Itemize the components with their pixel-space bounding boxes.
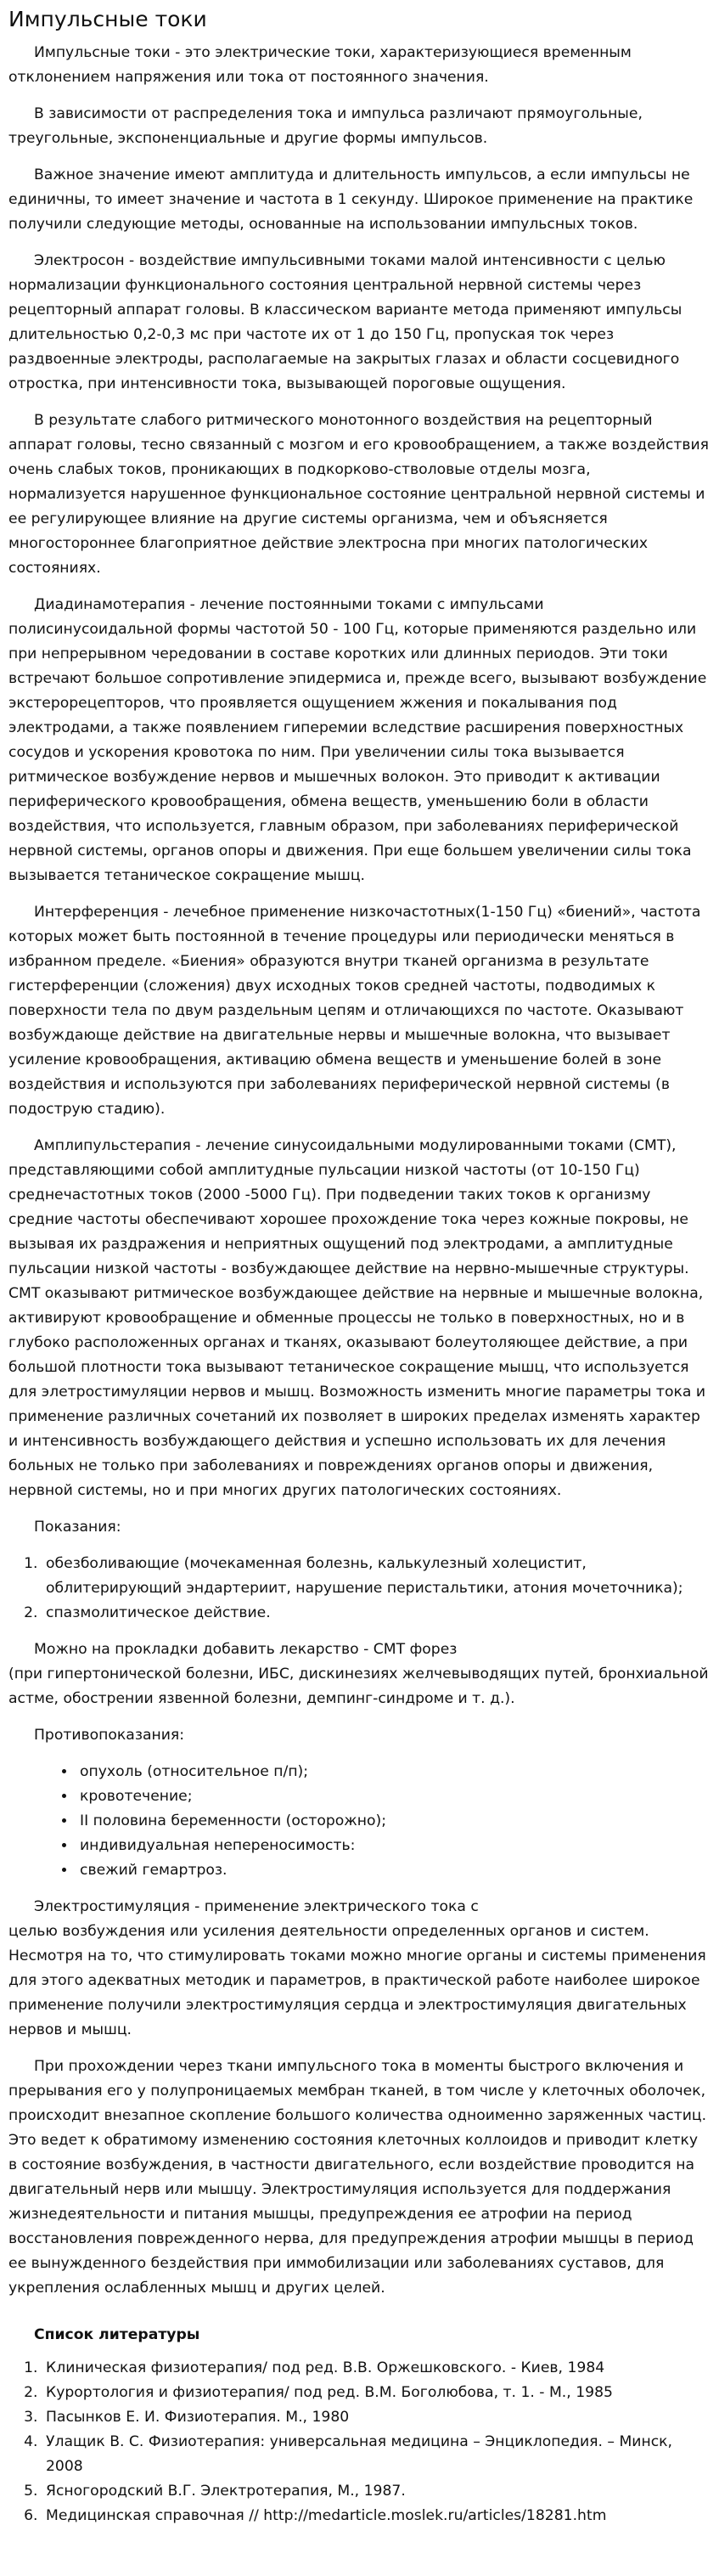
paragraph-electrosleep: Электросон - воздействие импульсивными токами малой интенсивности с целью нормализации функционального состояния центральной нервной системы через рецепторный аппарат головы. В классическом варианте метода применяют импульсы длительностью 0,2-0,3 мс при частоте их от 1 до 150 Гц, пропуская ток через раздвоенные электроды, располагаемые на закрытых глазах и области сосцевидного отростка, при интенсивности тока, вызывающей пороговые ощущения. [8, 252, 682, 392]
contraindications-label: Противопоказания: [34, 1727, 185, 1744]
paragraph-definition: Импульсные токи - это электрические токи, характеризующиеся временным отклонением напряжения или тока от постоянного значения. [8, 44, 632, 86]
list-item: • II половина беременности (осторожно); [76, 1809, 711, 1834]
paragraph-diadynamic: Диадинамотерапия - лечение постоянными токами с импульсами полисинусоидальной формы частотой 50 - 100 Гц, которые применяются раздельно или при непрерывном чередовании в составе коротких или длинных периодов. Эти токи встречают большое сопротивление эпидермиса и, прежде всего, вызывают возбуждение экстерорецепторов, что проявляется ощущением жжения и покалывания под электродами, а также появлением гиперемии вследствие расширения поверхностных сосудов и ускорения кровотока по ним. При увеличении силы тока вызывается ритмическое возбуждение нервов и мышечных волокон. Это приводит к активации периферического кровообращения, обмена веществ, уменьшению боли в области воздействия, что используется, главным образом, при заболеваниях периферической нервной системы, органов опоры и движения. При еще большем увеличении силы тока вызывается тетаническое сокращение мышц. [8, 596, 707, 884]
reference-item: 6. Медицинская справочная // http://medarticle.moslek.ru/articles/18281.htm [42, 2504, 711, 2528]
contraindications-list [8, 1760, 711, 1883]
indications-list [8, 1552, 711, 1626]
paragraph-smt-phoresis [8, 1637, 711, 1711]
list-item: 2. спазмолитическое действие. [42, 1601, 711, 1626]
references-title: Список литературы [34, 2326, 200, 2343]
page-title: Импульсные токи [8, 7, 207, 31]
list-item: • свежий гемартроз. [76, 1858, 711, 1883]
smt-phoresis-diseases: (при гипертонической болезни, ИБС, дискинезиях желчевыводящих путей, бронхиальной астме, обострении язвенной болезни, демпинг-синдроме и т. д.). [8, 1666, 709, 1707]
paragraph-amplitude: Важное значение имеют амплитуда и длительность импульсов, а если импульсы не единичны, то имеет значение и частота в 1 секунду. Широкое применение на практике получили следующие методы, основанные на использовании импульсных токов. [8, 166, 694, 233]
reference-item: 3. Пасынков Е. И. Физиотерапия. М., 1980 [42, 2405, 711, 2430]
electrostimulation-body: целью возбуждения или усиления деятельности определенных органов и систем. Несмотря на то, что стимулировать токами можно многие органы и системы применения для этого адекватных методик и параметров, в практической работе наиболее широкое применение получили электростимуляция сердца и электростимуляция двигательных нервов и мышц. [8, 1923, 706, 2038]
indications-label-line [8, 1515, 711, 1540]
list-item: • кровотечение; [76, 1784, 711, 1809]
reference-item: 1. Клиническая физиотерапия/ под ред. В.В. Оржешковского. - Киев, 1984 [42, 2356, 711, 2381]
contraindications-label-line [8, 1723, 711, 1748]
list-item: • опухоль (относительное п/п); [76, 1760, 711, 1784]
reference-item: 4. Улащик В. С. Физиотерапия: универсальная медицина – Энциклопедия. – Минск, 2008 [42, 2430, 711, 2479]
paragraph-pulse-current-tissue: При прохождении через ткани импульсного тока в моменты быстрого включения и прерывания его у полупроницаемых мембран тканей, в том числе у клеточных оболочек, происходит внезапное скопление большого количества одноименно заряженных частиц. Это ведет к обратимому изменению состояния клеточных коллоидов и приводит клетку в состояние возбуждения, в частности двигательного, если воздействие проводится на двигательный нерв или мышцу. Электростимуляция используется для поддержания жизнедеятельности и питания мышцы, предупреждения ее атрофии на период восстановления поврежденного нерва, для предупреждения атрофии мышцы в период ее вынужденного бездействия при иммобилизации или заболеваниях суставов, для укрепления ослабленных мышц и других целей. [8, 2058, 707, 2297]
paragraph-electrosleep-effect: В результате слабого ритмического монотонного воздействия на рецепторный аппарат головы, тесно связанный с мозгом и его кровообращением, а также воздействия очень слабых токов, проникающих в подкорково-стволовые отделы мозга, нормализуется нарушенное функциональное состояние центральной нервной системы и ее регулирующее влияние на другие системы организма, чем и объясняется многостороннее благоприятное действие электросна при многих патологических состояниях. [8, 412, 709, 577]
indications-label: Показания: [34, 1519, 121, 1536]
paragraph-electrostimulation [8, 1895, 711, 2043]
reference-item: 5. Ясногородский В.Г. Электротерапия, М., 1987. [42, 2479, 711, 2504]
smt-phoresis-line: Можно на прокладки добавить лекарство - СМТ форез [34, 1641, 458, 1658]
references-list [8, 2356, 711, 2528]
paragraph-amplipulse: Амплипульстерапия - лечение синусоидальными модулированными токами (СМТ), представляющими собой амплитудные пульсации низкой частоты (от 10-150 Гц) среднечастотных токов (2000 -5000 Гц). При подведении таких токов к организму средние частоты обеспечивают хорошее прохождение тока через кожные покровы, не вызывая их раздражения и неприятных ощущений под электродами, а амплитудные пульсации низкой частоты - возбуждающее действие на нервно-мышечные структуры. СМТ оказывают ритмическое возбуждающее действие на нервные и мышечные волокна, активируют кровообращение и обменные процессы не только в поверхностных, но и в глубоко расположенных органах и тканях, оказывают болеутоляющее действие, а при большой плотности тока вызывают тетаническое сокращение мышц, что используется для элетростимуляции нервов и мышц. Возможность изменить многие параметры тока и применение различных сочетаний их позволяет в широких пределах изменять характер и интенсивность возбуждающего действия и успешно использовать их для лечения больных не только при заболеваниях и повреждениях органов опоры и движения, нервной системы, но и при многих других патологических состояниях. [8, 1137, 706, 1499]
list-item: 1. обезболивающие (мочекаменная болезнь, калькулезный холецистит, облитерирующий эндартериит, нарушение перистальтики, атония мочеточника); [42, 1552, 711, 1601]
electrostimulation-lead: Электростимуляция - применение электрического тока с [34, 1898, 479, 1915]
list-item: • индивидуальная непереносимость: [76, 1834, 711, 1858]
paragraph-interference: Интерференция - лечебное применение низкочастотных(1-150 Гц) «биений», частота которых может быть постоянной в течение процедуры или периодически меняться в избранном пределе. «Биения» образуются внутри тканей организма в результате гистерференции (сложения) двух исходных токов средней частоты, подводимых к поверхности тела по двум раздельным цепям и отличающихся по частоте. Оказывают возбуждающе действие на двигательные нервы и мышечные волокна, что вызывает усиление кровообращения, активацию обмена веществ и уменьшение болей в зоне воздействия и используются при заболеваниях периферической нервной системы (в подострую стадию). [8, 904, 701, 1118]
reference-item: 2. Курортология и физиотерапия/ под ред. В.М. Боголюбова, т. 1. - М., 1985 [42, 2381, 711, 2405]
paragraph-pulse-forms: В зависимости от распределения тока и импульса различают прямоугольные, треугольные, экспоненциальные и другие формы импульсов. [8, 105, 643, 147]
